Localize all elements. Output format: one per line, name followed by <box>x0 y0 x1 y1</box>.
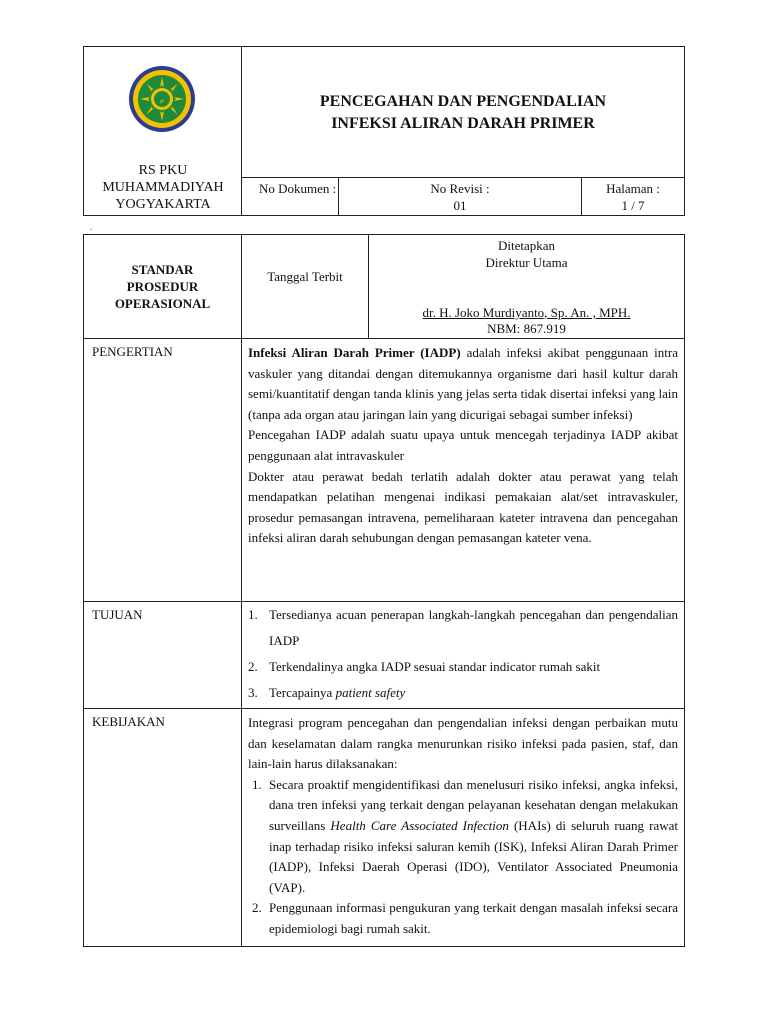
list-item <box>248 602 678 654</box>
list-item <box>248 775 678 899</box>
kebijakan-row <box>84 709 684 946</box>
list-item <box>248 654 678 680</box>
tujuan-label: TUJUAN <box>84 602 242 708</box>
signer-nbm: NBM: 867.919 <box>487 321 566 336</box>
list-item <box>248 680 678 706</box>
document-meta-row <box>242 177 684 215</box>
document-title-cell <box>242 47 684 177</box>
pengertian-content <box>242 339 684 601</box>
tujuan-content <box>242 602 684 708</box>
halaman-value: 1 / 7 <box>621 198 645 213</box>
sop-table <box>83 234 685 947</box>
hospital-name-line: MUHAMMADIYAH <box>102 180 224 195</box>
kebijakan-label: KEBIJAKAN <box>84 709 242 946</box>
ditetapkan-label: Ditetapkan <box>497 238 556 253</box>
pengertian-paragraph <box>248 343 678 425</box>
sop-label-line: PROSEDUR <box>126 279 199 294</box>
document-title-line: INFEKSI ALIRAN DARAH PRIMER <box>331 115 595 132</box>
no-dokumen-cell <box>242 178 339 215</box>
pengertian-paragraph: Pencegahan IADP adalah suatu upaya untuk mencegah terjadinya IADP akibat penggunaan alat intravaskuler <box>248 427 678 463</box>
svg-text:ﻡ: ﻡ <box>159 96 165 104</box>
no-revisi-label: No Revisi : <box>430 181 490 196</box>
list-item-text: Terkendalinya angka IADP sesuai standar indicator rumah sakit <box>269 659 601 674</box>
sop-label <box>84 235 242 338</box>
document-title-line: PENCEGAHAN DAN PENGENDALIAN <box>319 93 607 110</box>
document-title <box>242 91 684 135</box>
tujuan-row <box>84 602 684 709</box>
kebijakan-content <box>242 709 684 946</box>
hospital-name-line: RS PKU <box>138 163 188 178</box>
no-dokumen-label: No Dokumen : <box>259 181 337 196</box>
list-item-text: Secara proaktif mengidentifikasi dan menelusuri risiko infeksi, angka infeksi, dana tren infeksi yang terkait dengan pelayanan kesehatan dengan melakukan surveillans <box>269 776 678 833</box>
tanggal-terbit-label: Tanggal Terbit <box>267 269 343 284</box>
list-item-number: 1. <box>248 607 258 622</box>
pengertian-paragraph: Dokter atau perawat bedah terlatih adalah dokter atau perawat yang telah mendapatkan pelatihan mengenai indikasi pemakaian alat/set intravaskuler, prosedur pemasangan intravena, pemeliharaan kateter intravena dan pencegahan infeksi aliran darah sehubungan dengan pemasangan kateter vena. <box>248 468 678 546</box>
list-item-number: 2. <box>252 900 262 916</box>
kebijakan-intro: Integrasi program pencegahan dan pengendalian infeksi dengan perbaikan mutu dan keselamatan dalam rangka menurunkan risiko infeksi pada pasien, staf, dan lain-lain harus dilaksanakan: <box>248 715 678 772</box>
tujuan-list <box>248 602 678 706</box>
signer-block <box>369 305 684 337</box>
hospital-name <box>84 162 242 213</box>
list-item-text: Tersedianya acuan penerapan langkah-langkah pencegahan dan pengendalian IADP <box>269 607 678 648</box>
no-revisi-value: 01 <box>453 198 467 213</box>
pengertian-term: Infeksi Aliran Darah Primer (IADP) <box>248 345 461 360</box>
halaman-cell <box>582 178 684 215</box>
hospital-name-line: YOGYAKARTA <box>115 197 211 212</box>
list-item-text: (HAIs) di seluruh ruang rawat inap terhadap risiko infeksi saluran kemih (ISK), Infeksi Aliran Darah Primer (IADP), Infeksi Daerah Operasi (IDO), Ventilator Associated Pneumonia (VAP). <box>269 817 678 895</box>
direktur-label: Direktur Utama <box>485 255 568 270</box>
approval-cell <box>369 235 684 338</box>
sop-header-row <box>84 235 684 339</box>
no-revisi-cell <box>339 178 582 215</box>
list-item-number: 1. <box>252 776 262 792</box>
tanggal-terbit-cell <box>242 235 369 338</box>
separator-mark: . <box>90 222 93 233</box>
list-item-italic: patient safety <box>335 685 406 700</box>
pengertian-p1: adalah infeksi akibat penggunaan intra vaskuler yang ditandai dengan ditemukannya organisme dari hasil kultur darah semi/kuantitatif dengan tanda klinis yang jelas serta tidak disertai infeksi yang lain (tanpa ada organ atau jaringan lain yang dicurigai sebagai sumber infeksi) <box>248 345 678 422</box>
list-item-number: 3. <box>248 685 258 700</box>
document-header <box>83 46 685 216</box>
list-item-number: 2. <box>248 659 258 674</box>
list-item-text: Tercapainya <box>269 685 336 700</box>
muhammadiyah-logo-icon <box>128 65 196 133</box>
halaman-label: Halaman : <box>606 181 660 196</box>
list-item-text: Penggunaan informasi pengukuran yang terkait dengan masalah infeksi secara epidemiologi bagi rumah sakit. <box>269 900 678 936</box>
list-item-italic: Health Care Associated Infection <box>330 817 509 833</box>
sop-label-line: OPERASIONAL <box>114 296 211 311</box>
pengertian-label: PENGERTIAN <box>84 339 242 601</box>
signer-name: dr. H. Joko Murdiyanto, Sp. An. , MPH. <box>422 305 631 320</box>
list-item <box>248 898 678 939</box>
kebijakan-list <box>248 775 678 940</box>
pengertian-row <box>84 339 684 602</box>
sop-label-line: STANDAR <box>131 262 194 277</box>
logo-cell <box>84 47 242 215</box>
